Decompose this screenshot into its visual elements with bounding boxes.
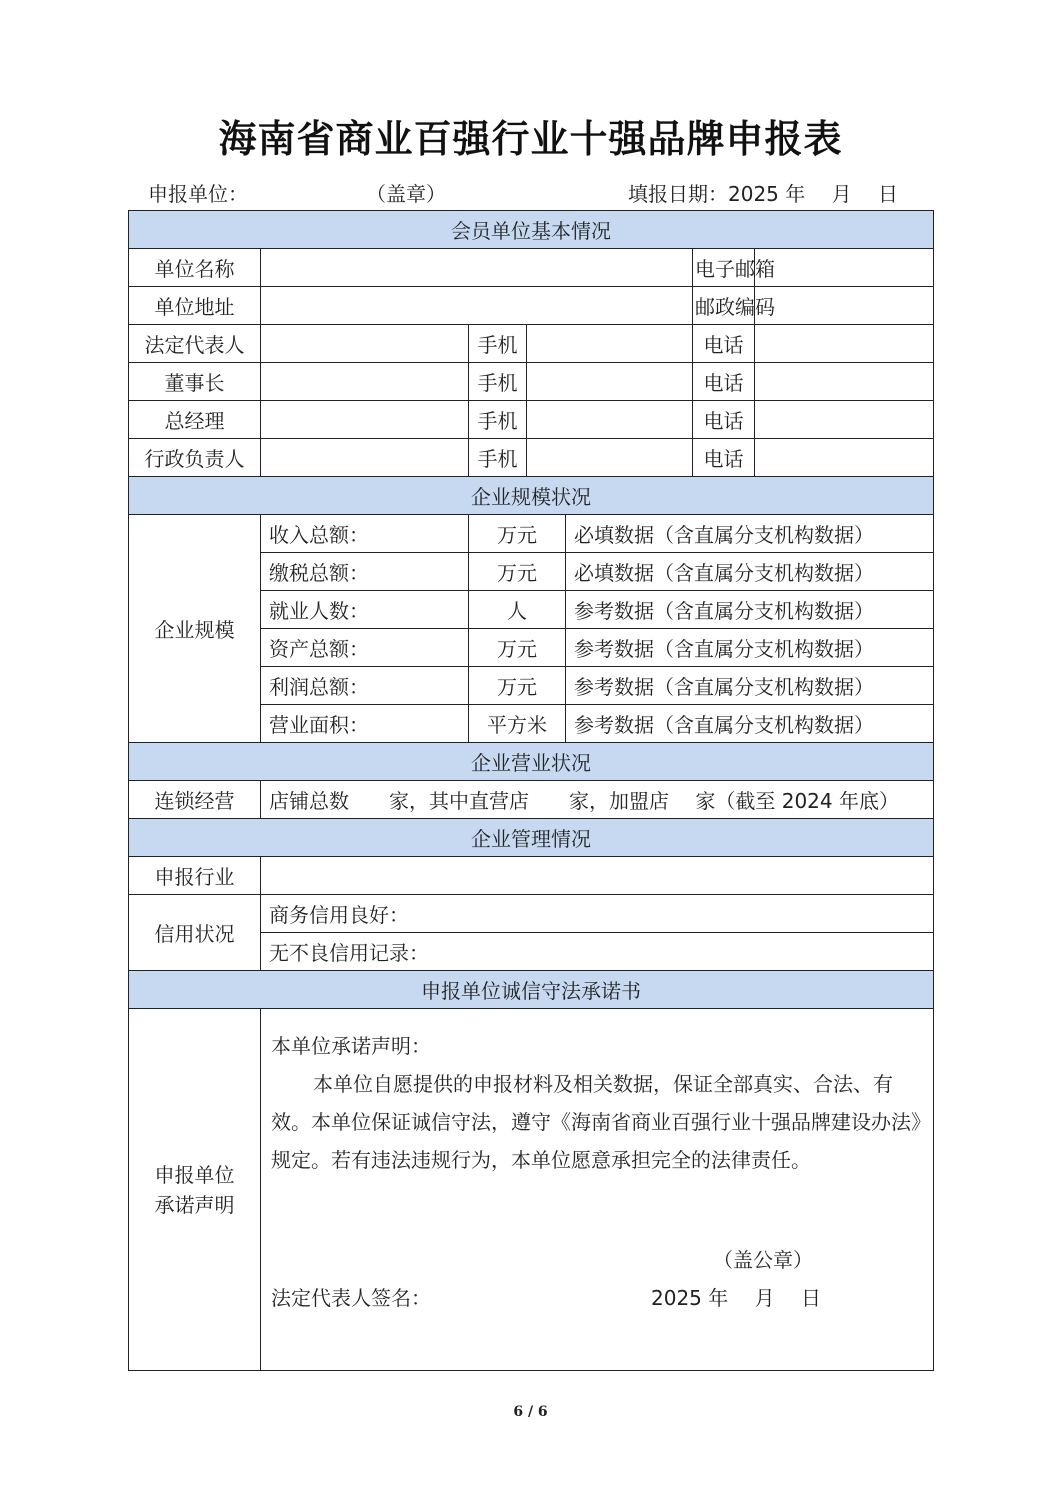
chain-operation-label: 连锁经营 bbox=[129, 781, 261, 819]
scale-item: 资产总额： bbox=[261, 629, 469, 667]
scale-unit: 万元 bbox=[469, 515, 566, 553]
section-business-status: 企业营业状况 bbox=[129, 743, 934, 781]
scale-item: 营业面积： bbox=[261, 705, 469, 743]
scale-unit: 万元 bbox=[469, 629, 566, 667]
phone-field[interactable] bbox=[755, 325, 934, 363]
unit-name-label: 单位名称 bbox=[129, 249, 261, 287]
scale-unit: 人 bbox=[469, 591, 566, 629]
official-seal-note: （盖公章） bbox=[713, 1248, 814, 1272]
signature-label: 法定代表人签名： bbox=[271, 1286, 431, 1310]
phone-field[interactable] bbox=[755, 401, 934, 439]
scale-item: 缴税总额： bbox=[261, 553, 469, 591]
industry-label: 申报行业 bbox=[129, 857, 261, 895]
postcode-label: 邮政编码 bbox=[693, 287, 755, 325]
chairman-field[interactable] bbox=[261, 363, 469, 401]
application-form-table bbox=[128, 210, 934, 1371]
pledge-content bbox=[261, 1009, 934, 1371]
credit-good-field[interactable]: 商务信用良好： bbox=[261, 895, 934, 933]
general-manager-field[interactable] bbox=[261, 401, 469, 439]
email-label: 电子邮箱 bbox=[693, 249, 755, 287]
applicant-unit-label: 申报单位： bbox=[148, 182, 248, 206]
section-enterprise-scale: 企业规模状况 bbox=[129, 477, 934, 515]
scale-item: 就业人数： bbox=[261, 591, 469, 629]
unit-name-field[interactable] bbox=[261, 249, 693, 287]
pledge-label bbox=[129, 1009, 261, 1371]
scale-item: 利润总额： bbox=[261, 667, 469, 705]
credit-status-label: 信用状况 bbox=[129, 895, 261, 971]
scale-unit: 平方米 bbox=[469, 705, 566, 743]
unit-address-field[interactable] bbox=[261, 287, 693, 325]
phone-field[interactable] bbox=[755, 363, 934, 401]
scale-unit: 万元 bbox=[469, 553, 566, 591]
chairman-label: 董事长 bbox=[129, 363, 261, 401]
seal-note: （盖章） bbox=[366, 182, 446, 206]
mobile-label: 手机 bbox=[469, 363, 527, 401]
industry-field[interactable] bbox=[261, 857, 934, 895]
phone-label: 电话 bbox=[693, 401, 755, 439]
scale-note: 必填数据（含直属分支机构数据） bbox=[566, 515, 934, 553]
signature-date: 2025 年 月 日 bbox=[651, 1286, 821, 1310]
general-manager-label: 总经理 bbox=[129, 401, 261, 439]
scale-note: 参考数据（含直属分支机构数据） bbox=[566, 705, 934, 743]
pledge-body: 本单位自愿提供的申报材料及相关数据，保证全部真实、合法、有效。本单位保证诚信守法，遵守《海南省商业百强行业十强品牌建设办法》规定。若有违法违规行为，本单位愿意承担完全的法律责任。 bbox=[271, 1072, 921, 1172]
scale-note: 参考数据（含直属分支机构数据） bbox=[566, 667, 934, 705]
admin-head-field[interactable] bbox=[261, 439, 469, 477]
legal-rep-label: 法定代表人 bbox=[129, 325, 261, 363]
mobile-label: 手机 bbox=[469, 439, 527, 477]
document-title: 海南省商业百强行业十强品牌申报表 bbox=[218, 116, 843, 161]
mobile-label: 手机 bbox=[469, 401, 527, 439]
admin-head-label: 行政负责人 bbox=[129, 439, 261, 477]
postcode-field[interactable] bbox=[755, 287, 934, 325]
no-bad-credit-field[interactable]: 无不良信用记录： bbox=[261, 933, 934, 971]
mobile-field[interactable] bbox=[527, 401, 693, 439]
scale-item: 收入总额： bbox=[261, 515, 469, 553]
email-field[interactable] bbox=[755, 249, 934, 287]
section-basic-info: 会员单位基本情况 bbox=[129, 211, 934, 249]
pledge-intro: 本单位承诺声明： bbox=[271, 1034, 431, 1058]
unit-address-label: 单位地址 bbox=[129, 287, 261, 325]
scale-note: 参考数据（含直属分支机构数据） bbox=[566, 629, 934, 667]
chain-operation-text: 店铺总数 家，其中直营店 家，加盟店 家（截至 2024 年底） bbox=[261, 781, 934, 819]
pledge-label-line2: 承诺声明 bbox=[154, 1192, 235, 1217]
phone-label: 电话 bbox=[693, 439, 755, 477]
scale-unit: 万元 bbox=[469, 667, 566, 705]
scale-note: 必填数据（含直属分支机构数据） bbox=[566, 553, 934, 591]
enterprise-scale-label: 企业规模 bbox=[129, 515, 261, 743]
section-pledge: 申报单位诚信守法承诺书 bbox=[129, 971, 934, 1009]
mobile-field[interactable] bbox=[527, 325, 693, 363]
section-management: 企业管理情况 bbox=[129, 819, 934, 857]
signature-line bbox=[271, 1279, 923, 1317]
mobile-field[interactable] bbox=[527, 363, 693, 401]
mobile-field[interactable] bbox=[527, 439, 693, 477]
mobile-label: 手机 bbox=[469, 325, 527, 363]
legal-rep-field[interactable] bbox=[261, 325, 469, 363]
phone-label: 电话 bbox=[693, 325, 755, 363]
phone-field[interactable] bbox=[755, 439, 934, 477]
pledge-label-line1: 申报单位 bbox=[154, 1162, 235, 1187]
page-number: 6 / 6 bbox=[513, 1404, 548, 1420]
scale-note: 参考数据（含直属分支机构数据） bbox=[566, 591, 934, 629]
phone-label: 电话 bbox=[693, 363, 755, 401]
fill-date: 填报日期：2025 年 月 日 bbox=[628, 182, 898, 206]
